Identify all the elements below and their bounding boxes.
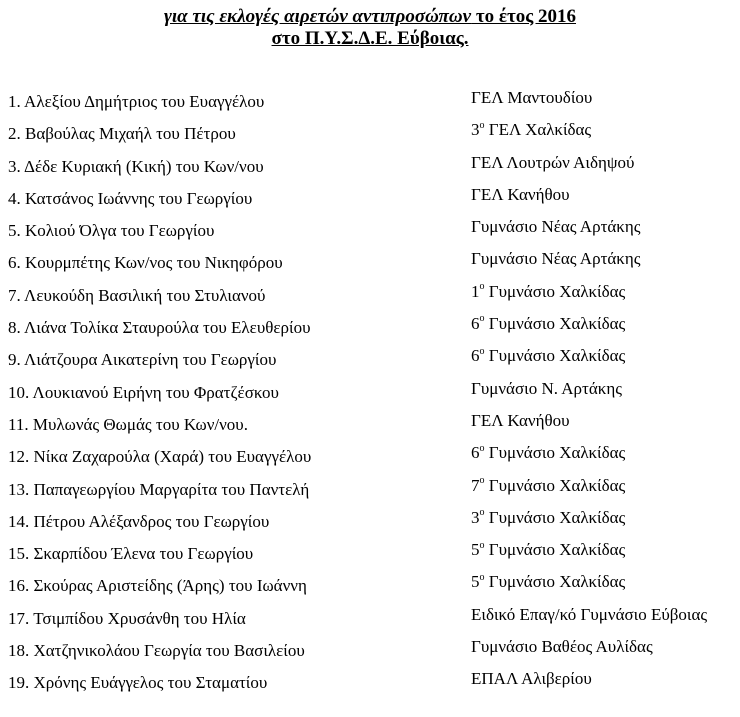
candidate-school xyxy=(471,668,592,690)
candidate-name: 7. Λευκούδη Βασιλική του Στυλιανού xyxy=(8,285,266,305)
candidate-row xyxy=(0,475,740,507)
candidate-school xyxy=(471,87,592,109)
school-ordinal-suffix: ο xyxy=(479,345,485,357)
candidate-row xyxy=(0,184,740,216)
candidate-name: 2. Βαβούλας Μιχαήλ του Πέτρου xyxy=(8,124,236,144)
candidate-name: 15. Σκαρπίδου Έλενα του Γεωργίου xyxy=(8,544,254,564)
candidate-school xyxy=(471,216,641,238)
candidate-name: 1. Αλεξίου Δημήτριος του Ευαγγέλου xyxy=(8,92,265,111)
school-name: Γυμνάσιο Χαλκίδας xyxy=(484,507,626,527)
candidate-name: 19. Χρόνης Ευάγγελος του Σταματίου xyxy=(8,673,268,693)
candidate-school xyxy=(471,604,707,626)
school-ordinal-suffix: ο xyxy=(479,571,485,583)
school-name: Γυμνάσιο Χαλκίδας xyxy=(484,346,626,366)
school-ordinal-number: 7 xyxy=(471,475,480,495)
candidate-list xyxy=(0,87,740,701)
candidate-school xyxy=(471,281,625,303)
school-name: Γυμνάσιο Βαθέος Αυλίδας xyxy=(471,637,653,657)
school-ordinal-number: 5 xyxy=(471,540,480,560)
school-ordinal-suffix: ο xyxy=(479,442,485,454)
school-name: Γυμνάσιο Νέας Αρτάκης xyxy=(471,217,641,237)
school-ordinal-number: 3 xyxy=(471,507,480,527)
candidate-name: 14. Πέτρου Αλέξανδρος του Γεωργίου xyxy=(8,511,270,531)
candidate-name: 3. Δέδε Κυριακή (Κική) του Κων/νου xyxy=(8,156,264,176)
candidate-school xyxy=(471,410,570,432)
school-name: Γυμνάσιο Χαλκίδας xyxy=(484,475,626,495)
candidate-name: 17. Τσιμπίδου Χρυσάνθη του Ηλία xyxy=(8,608,246,628)
school-name: ΓΕΛ Κανήθου xyxy=(471,184,570,204)
candidate-name: 5. Κολιού Όλγα του Γεωργίου xyxy=(8,221,215,241)
candidate-school xyxy=(471,475,625,497)
candidate-row xyxy=(0,636,740,668)
document-heading xyxy=(0,6,740,50)
candidate-school xyxy=(471,378,622,400)
candidate-row xyxy=(0,668,740,700)
school-name: Γυμνάσιο Νέας Αρτάκης xyxy=(471,249,641,269)
school-name: ΓΕΛ Χαλκίδας xyxy=(484,120,592,140)
heading-line-1 xyxy=(0,6,740,28)
school-name: Γυμνάσιο Χαλκίδας xyxy=(484,572,626,592)
school-ordinal-number: 6 xyxy=(471,314,480,334)
candidate-row xyxy=(0,378,740,410)
candidate-row xyxy=(0,281,740,313)
school-ordinal-suffix: ο xyxy=(479,507,485,519)
candidate-name: 11. Μυλωνάς Θωμάς του Κων/νου. xyxy=(8,414,248,434)
candidate-school xyxy=(471,152,634,174)
school-ordinal-number: 6 xyxy=(471,346,480,366)
candidate-name: 12. Νίκα Ζαχαρούλα (Χαρά) του Ευαγγέλου xyxy=(8,447,312,467)
school-ordinal-suffix: ο xyxy=(479,313,485,325)
school-name: ΓΕΛ Λουτρών Αιδηψού xyxy=(471,152,635,172)
candidate-row xyxy=(0,539,740,571)
candidate-row xyxy=(0,345,740,377)
candidate-row xyxy=(0,313,740,345)
candidate-row xyxy=(0,604,740,636)
candidate-school xyxy=(471,184,570,206)
school-name: Γυμνάσιο Χαλκίδας xyxy=(484,314,626,334)
candidate-school xyxy=(471,248,641,270)
school-name: ΕΠΑΛ Αλιβερίου xyxy=(471,669,592,689)
school-ordinal-number: 1 xyxy=(471,281,480,301)
candidate-name: 4. Κατσάνος Ιωάννης του Γεωργίου xyxy=(8,188,253,208)
candidate-school xyxy=(471,571,625,593)
school-name: Γυμνάσιο Χαλκίδας xyxy=(484,540,626,560)
school-ordinal-number: 6 xyxy=(471,443,480,463)
candidate-row xyxy=(0,87,740,119)
candidate-row xyxy=(0,119,740,151)
school-ordinal-suffix: ο xyxy=(479,119,485,131)
school-name: Γυμνάσιο Ν. Αρτάκης xyxy=(471,378,622,398)
candidate-school xyxy=(471,539,625,561)
candidate-name: 16. Σκούρας Αριστείδης (Άρης) του Ιωάννη xyxy=(8,576,307,596)
school-name: ΓΕΛ Κανήθου xyxy=(471,410,570,430)
school-name: Γυμνάσιο Χαλκίδας xyxy=(484,443,626,463)
candidate-row xyxy=(0,571,740,603)
candidate-name: 9. Λιάτζουρα Αικατερίνη του Γεωργίου xyxy=(8,350,277,370)
heading-line-1-rest: το έτος 2016 xyxy=(471,6,577,27)
candidate-name: 13. Παπαγεωργίου Μαργαρίτα του Παντελή xyxy=(8,479,310,499)
school-ordinal-suffix: ο xyxy=(479,474,485,486)
candidate-school xyxy=(471,119,591,141)
candidate-name: 8. Λιάνα Τολίκα Σταυρούλα του Ελευθερίου xyxy=(8,318,311,338)
candidate-school xyxy=(471,313,625,335)
candidate-school xyxy=(471,345,625,367)
candidate-row xyxy=(0,507,740,539)
school-ordinal-number: 3 xyxy=(471,120,480,140)
candidate-name: 6. Κουρμπέτης Κων/νος του Νικηφόρου xyxy=(8,253,283,273)
candidate-row xyxy=(0,152,740,184)
candidate-row xyxy=(0,216,740,248)
candidate-school xyxy=(471,442,625,464)
candidate-row xyxy=(0,410,740,442)
heading-line-1-italic: για τις εκλογές αιρετών αντιπροσώπων xyxy=(163,6,472,27)
candidate-school xyxy=(471,636,653,658)
candidate-row xyxy=(0,442,740,474)
candidate-name: 10. Λουκιανού Ειρήνη του Φρατζέσκου xyxy=(8,382,279,402)
candidate-name: 18. Χατζηνικολάου Γεωργία του Βασιλείου xyxy=(8,641,305,661)
school-ordinal-suffix: ο xyxy=(479,539,485,551)
school-ordinal-suffix: ο xyxy=(479,281,485,293)
school-ordinal-number: 5 xyxy=(471,572,480,592)
candidate-row xyxy=(0,248,740,280)
candidate-school xyxy=(471,507,625,529)
school-name: ΓΕΛ Μαντουδίου xyxy=(471,88,593,107)
heading-line-2: στο Π.Υ.Σ.Δ.Ε. Εύβοιας. xyxy=(271,28,469,49)
school-name: Γυμνάσιο Χαλκίδας xyxy=(484,281,626,301)
school-name: Ειδικό Επαγ/κό Γυμνάσιο Εύβοιας xyxy=(471,604,708,624)
